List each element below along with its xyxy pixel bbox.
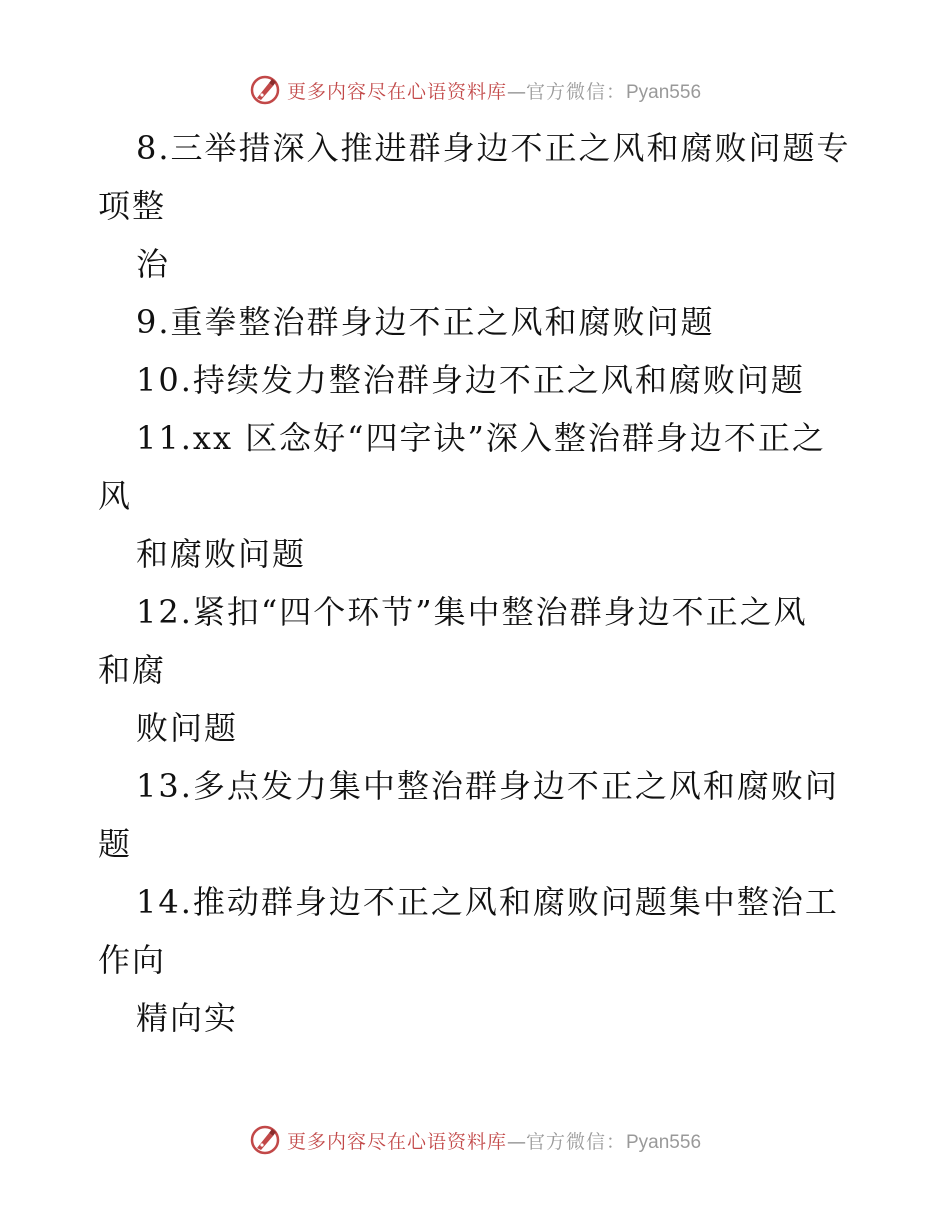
text-line: 治 (136, 245, 171, 283)
text-line: 13.多点发力集中整治群身边不正之风和腐败问 (136, 767, 839, 805)
watermark-label: 官方微信： (525, 80, 626, 103)
text-line: 8.三举措深入推进群身边不正之风和腐败问题专 (136, 129, 851, 167)
header-watermark (0, 70, 950, 110)
watermark-account: Pyan556 (626, 81, 702, 103)
text-line: 12.紧扣“四个环节”集中整治群身边不正之风 (136, 593, 808, 631)
watermark-text (287, 1127, 701, 1154)
text-line: 作向 (98, 941, 167, 979)
text-line: 9.重拳整治群身边不正之风和腐败问题 (136, 303, 715, 341)
watermark-separator: — (506, 80, 526, 103)
watermark-separator: — (506, 1130, 526, 1153)
pen-nib-icon (249, 1124, 281, 1156)
watermark-main: 更多内容尽在心语资料库 (286, 1130, 507, 1153)
pen-nib-icon (249, 74, 281, 106)
text-line: 10.持续发力整治群身边不正之风和腐败问题 (136, 361, 805, 399)
text-line: 题 (98, 825, 133, 863)
watermark-account: Pyan556 (626, 1131, 702, 1153)
text-line: 风 (98, 477, 133, 515)
text-line: 败问题 (136, 709, 239, 747)
footer-watermark (0, 1120, 950, 1160)
document-body (98, 119, 868, 1047)
text-line: 14.推动群身边不正之风和腐败问题集中整治工 (136, 883, 839, 921)
watermark-text (287, 77, 701, 104)
text-line: 和腐败问题 (136, 535, 307, 573)
text-line: 和腐 (98, 651, 167, 689)
text-line: 项整 (98, 187, 167, 225)
watermark-main: 更多内容尽在心语资料库 (286, 80, 507, 103)
text-line: 11.xx 区念好“四字诀”深入整治群身边不正之 (136, 419, 826, 457)
watermark-label: 官方微信： (525, 1130, 626, 1153)
text-line: 精向实 (136, 999, 239, 1037)
